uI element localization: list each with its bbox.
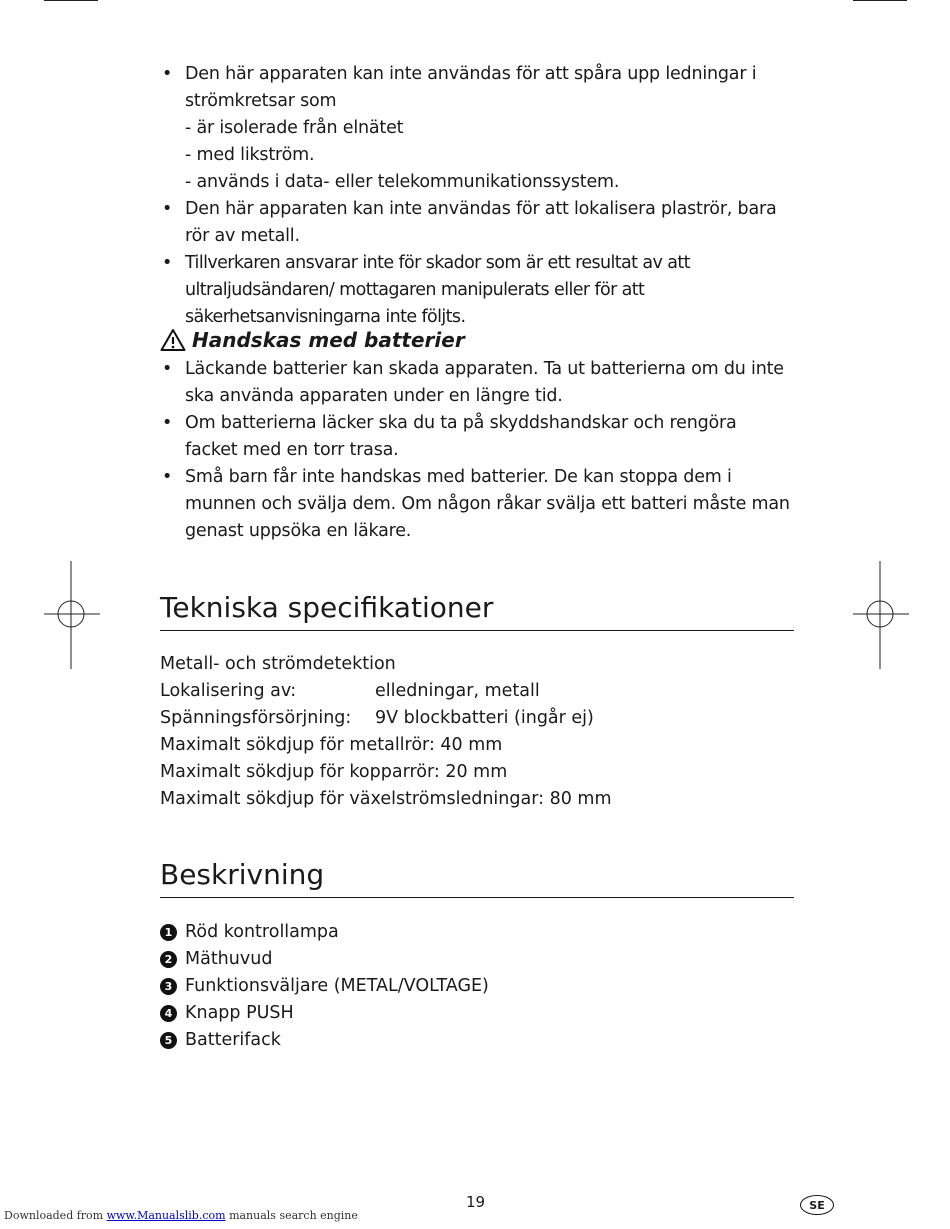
list-item <box>160 410 794 464</box>
registration-mark-left-icon <box>44 561 100 669</box>
spec-row <box>160 678 794 705</box>
list-subitem: - med likström. <box>185 145 315 165</box>
bullet-icon: • <box>162 253 172 273</box>
parts-list-item <box>160 919 794 946</box>
part-label: Röd kontrollampa <box>185 922 339 942</box>
specs-block <box>160 651 794 813</box>
download-footer <box>4 1209 358 1222</box>
manualslib-link[interactable]: www.Manualslib.com <box>106 1209 226 1222</box>
list-subitem: - är isolerade från elnätet <box>185 118 404 138</box>
warning-triangle-icon <box>160 328 186 352</box>
parts-list <box>160 919 794 1054</box>
safety-list <box>160 61 794 331</box>
battery-section-heading <box>160 325 465 355</box>
bullet-icon: • <box>162 413 173 433</box>
battery-list <box>160 356 794 545</box>
parts-list-item <box>160 946 794 973</box>
part-label: Knapp PUSH <box>185 1003 294 1023</box>
spec-label: Lokalisering av: <box>160 681 297 701</box>
part-label: Mäthuvud <box>185 949 273 969</box>
list-item <box>160 356 794 410</box>
parts-list-item <box>160 1000 794 1027</box>
number-badge-icon: 4 <box>160 1005 177 1022</box>
specs-section-title: Tekniska specifikationer <box>160 588 794 631</box>
download-prefix: Downloaded from <box>4 1209 104 1222</box>
list-item-text: Tillverkaren ansvarar inte för skador som är ett resultat av att ultraljudsändaren/ mottagaren manipulerats eller för att säkerhetsanvisningarna inte följts. <box>185 253 690 327</box>
spec-text: Maximalt sökdjup för metallrör: 40 mm <box>160 735 503 755</box>
crop-mark-top-left <box>44 0 98 1</box>
parts-list-item <box>160 1027 794 1054</box>
spec-row <box>160 786 794 813</box>
number-badge-icon: 1 <box>160 924 177 941</box>
bullet-icon: • <box>162 467 173 487</box>
list-item-text: Den här apparaten kan inte användas för att spåra upp ledningar i strömkretsar som <box>185 64 757 111</box>
registration-mark-right-icon <box>853 561 909 669</box>
parts-list-item <box>160 973 794 1000</box>
part-label: Funktionsväljare (METAL/VOLTAGE) <box>185 976 489 996</box>
list-item <box>160 196 794 250</box>
list-item-text: Läckande batterier kan skada apparaten. Ta ut batterierna om du inte ska använda apparaten under en längre tid. <box>185 359 784 406</box>
number-badge-icon: 5 <box>160 1032 177 1049</box>
spec-text: Maximalt sökdjup för kopparrör: 20 mm <box>160 762 508 782</box>
bullet-icon: • <box>162 199 173 219</box>
spec-row <box>160 759 794 786</box>
spec-text: Metall- och strömdetektion <box>160 654 396 674</box>
list-item <box>160 250 794 331</box>
description-section-title: Beskrivning <box>160 855 794 898</box>
bullet-icon: • <box>162 64 173 84</box>
spec-value: 9V blockbatteri (ingår ej) <box>375 708 594 728</box>
page-number: 19 <box>466 1193 486 1211</box>
crop-mark-top-right <box>853 0 907 1</box>
number-badge-icon: 2 <box>160 951 177 968</box>
list-item <box>160 61 794 196</box>
spec-row <box>160 705 794 732</box>
spec-value: elledningar, metall <box>375 681 540 701</box>
bullet-icon: • <box>162 359 173 379</box>
battery-section-title: Handskas med batterier <box>192 328 465 352</box>
spec-row <box>160 732 794 759</box>
list-item-text: Små barn får inte handskas med batterier. De kan stoppa dem i munnen och svälja dem. Om någon råkar svälja ett batteri måste man genast uppsöka en läkare. <box>185 467 790 541</box>
part-label: Batterifack <box>185 1030 281 1050</box>
list-subitem: - används i data- eller telekommunikationssystem. <box>185 172 620 192</box>
spec-text: Maximalt sökdjup för växelströmsledningar: 80 mm <box>160 789 612 809</box>
language-badge: SE <box>800 1195 834 1215</box>
list-item-text: Den här apparaten kan inte användas för att lokalisera plaströr, bara rör av metall. <box>185 199 777 246</box>
list-item <box>160 464 794 545</box>
spec-row <box>160 651 794 678</box>
number-badge-icon: 3 <box>160 978 177 995</box>
list-item-text: Om batterierna läcker ska du ta på skyddshandskar och rengöra facket med en torr trasa. <box>185 413 737 460</box>
spec-label: Spänningsförsörjning: <box>160 708 352 728</box>
download-suffix: manuals search engine <box>229 1209 358 1222</box>
